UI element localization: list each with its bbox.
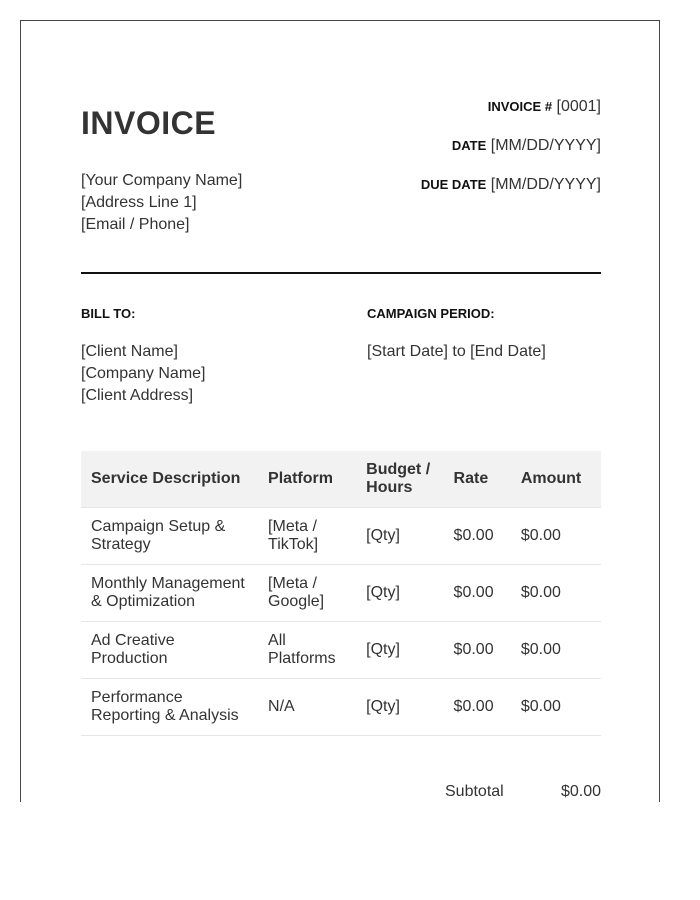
rate-cell: $0.00	[444, 508, 511, 565]
budget-hours-cell: [Qty]	[356, 565, 443, 622]
service-description-cell: Performance Reporting & Analysis	[81, 679, 258, 736]
service-description-cell: Ad Creative Production	[81, 622, 258, 679]
budget-hours-cell: [Qty]	[356, 508, 443, 565]
table-row	[81, 508, 601, 565]
header-budget-hours: Budget / Hours	[356, 451, 443, 508]
table-header-row	[81, 451, 601, 508]
table-row	[81, 679, 601, 736]
subtotal-value: $0.00	[560, 783, 601, 800]
rate-cell: $0.00	[444, 679, 511, 736]
invoice-date-label: DATE	[451, 138, 487, 153]
invoice-date-value: [MM/DD/YYYY]	[490, 137, 601, 154]
amount-cell: $0.00	[511, 622, 601, 679]
rate-cell: $0.00	[444, 565, 511, 622]
table-row	[81, 565, 601, 622]
header-platform: Platform	[258, 451, 356, 508]
amount-cell: $0.00	[511, 508, 601, 565]
invoice-title: INVOICE	[81, 105, 217, 141]
invoice-page	[20, 20, 660, 802]
due-date-row	[421, 176, 601, 215]
subtotal-label: Subtotal	[445, 783, 504, 800]
service-description-cell: Monthly Management & Optimization	[81, 565, 258, 622]
campaign-period-label: CAMPAIGN PERIOD:	[367, 306, 495, 321]
client-company-name: [Company Name]	[81, 365, 206, 382]
invoice-date-row	[421, 137, 601, 176]
company-info	[81, 170, 242, 236]
budget-hours-cell: [Qty]	[356, 679, 443, 736]
header-amount: Amount	[511, 451, 601, 508]
invoice-number-label: INVOICE #	[487, 99, 553, 114]
bill-to-label: BILL TO:	[81, 306, 136, 321]
platform-cell: [Meta / TikTok]	[258, 508, 356, 565]
bill-to-lines	[81, 341, 206, 407]
client-address: [Client Address]	[81, 387, 194, 404]
bill-to-section	[81, 306, 206, 407]
service-description-cell: Campaign Setup & Strategy	[81, 508, 258, 565]
platform-cell: All Platforms	[258, 622, 356, 679]
rate-cell: $0.00	[444, 622, 511, 679]
invoice-number-value: [0001]	[556, 98, 601, 115]
platform-cell: [Meta / Google]	[258, 565, 356, 622]
header-rate: Rate	[444, 451, 511, 508]
company-contact: [Email / Phone]	[81, 216, 190, 233]
header-divider	[81, 272, 601, 274]
amount-cell: $0.00	[511, 565, 601, 622]
campaign-period-lines	[367, 341, 546, 363]
due-date-label: DUE DATE	[420, 177, 487, 192]
table-row	[81, 622, 601, 679]
company-name: [Your Company Name]	[81, 172, 243, 189]
campaign-period-section	[367, 306, 546, 363]
amount-cell: $0.00	[511, 679, 601, 736]
invoice-meta	[421, 98, 601, 215]
budget-hours-cell: [Qty]	[356, 622, 443, 679]
company-address: [Address Line 1]	[81, 194, 197, 211]
platform-cell: N/A	[258, 679, 356, 736]
line-items-table	[81, 451, 601, 736]
client-name: [Client Name]	[81, 343, 178, 360]
invoice-number-row	[421, 98, 601, 137]
due-date-value: [MM/DD/YYYY]	[490, 176, 601, 193]
header-service-description: Service Description	[81, 451, 258, 508]
campaign-period-value: [Start Date] to [End Date]	[367, 343, 546, 360]
